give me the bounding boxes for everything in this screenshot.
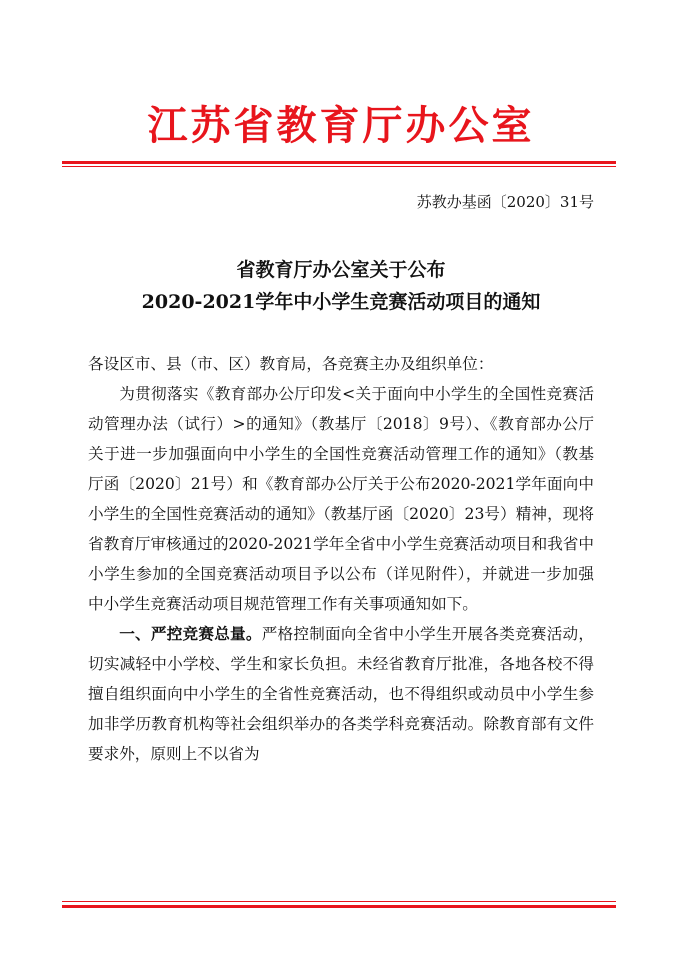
title-line-2: 2020-2021学年中小学生竞赛活动项目的通知 <box>141 291 541 313</box>
footer-divider-thick <box>62 905 616 908</box>
document-number: 苏教办基函〔2020〕31号 <box>416 193 594 211</box>
masthead-divider-thick <box>62 161 616 164</box>
paragraph-intro: 为贯彻落实《教育部办公厅印发<关于面向中小学生的全国性竞赛活动管理办法（试行）>的通知》（教基厅〔2018〕9号）、《教育部办公厅关于进一步加强面向中小学生的全国性竞赛活动管理工作的通知》（教基厅函〔2020〕21号）和《教育部办公厅关于公布2020-2021学年面向中小学生的全国性竞赛活动的通知》（教基厅函〔2020〕23号）精神，现将省教育厅审核通过的2020-2021学年全省中小学生竞赛活动项目和我省中小学生参加的全国竞赛活动项目予以公布（详见附件），并就进一步加强中小学生竞赛活动项目规范管理工作有关事项通知如下。 <box>88 385 594 613</box>
issuer-masthead: 江苏省教育厅办公室 <box>147 102 535 149</box>
section-1-text: 严格控制面向全省中小学生开展各类竞赛活动，切实减轻中小学校、学生和家长负担。未经省教育厅批准，各地各校不得擅自组织面向中小学生的全省性竞赛活动，也不得组织或动员中小学生参加非学历教育机构等社会组织举办的各类学科竞赛活动。除教育部有文件要求外，原则上不以省为 <box>88 625 594 763</box>
section-1 <box>88 619 594 769</box>
document-body <box>88 349 594 769</box>
salutation: 各设区市、县（市、区）教育局，各竞赛主办及组织单位： <box>88 355 494 373</box>
footer-divider-thin <box>62 901 616 902</box>
title-line-1: 省教育厅办公室关于公布 <box>236 259 446 281</box>
masthead-divider-thin <box>62 166 616 167</box>
section-1-heading: 一、严控竞赛总量。 <box>119 624 262 643</box>
